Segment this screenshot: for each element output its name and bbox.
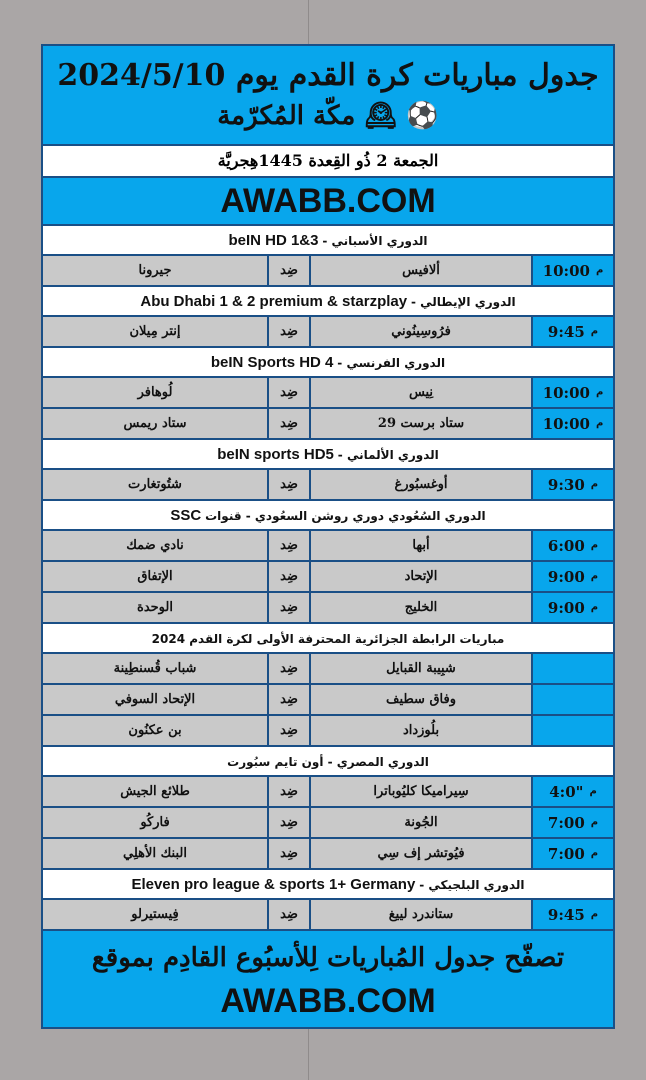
match-time: 9:45 [547,322,585,341]
match-row [43,562,613,593]
match-row [43,317,613,348]
match-time-cell [531,317,613,346]
league-name: الدوري السُعُودي دوري روشن السعُودي - قنوات [205,509,486,523]
versus-label: ضِد [267,839,309,868]
match-time-cell [531,716,613,745]
pm-label: م [590,540,599,551]
tv-channel: Abu Dhabi 1 & 2 premium & starzplay [140,293,408,310]
away-team: طلائع الجيش [120,784,190,799]
match-sections [43,226,613,931]
versus-label: ضِد [267,531,309,560]
pm-label: م [595,265,604,276]
league-header [43,747,613,777]
footer-banner [43,931,613,1027]
match-time-cell [531,808,613,837]
versus-label: ضِد [267,593,309,622]
match-time: 9:00 [547,567,585,586]
pm-label: م [590,848,599,859]
pm-label: م [590,479,599,490]
away-team: شتُوتغارت [128,477,182,492]
away-team: شباب قُسنطِينة [113,661,197,676]
tv-channel: SSC [170,507,202,524]
match-row [43,716,613,747]
match-row [43,531,613,562]
home-team: بلُوزداد [309,716,531,745]
hijri-date: الجمعة 2 ذُو القِعدة 1445هِجريَّة [43,146,613,178]
versus-label: ضِد [267,562,309,591]
league-header [43,440,613,470]
versus-label: ضِد [267,654,309,683]
league-header [43,501,613,531]
versus-label: ضِد [267,685,309,714]
match-time-cell [531,839,613,868]
league-name: الدوري الألماني - [337,448,439,462]
match-row [43,256,613,287]
versus-label: ضِد [267,378,309,407]
versus-label: ضِد [267,777,309,806]
away-team: فاركُو [140,815,170,830]
league-name: الدوري الإيطالي - [410,295,516,309]
league-name: الدوري الأسباني - [322,234,428,248]
league-header [43,624,613,654]
title-banner [43,46,613,146]
match-row [43,808,613,839]
match-time-cell [531,531,613,560]
pm-label: م [590,571,599,582]
league-name: مباريات الرابطة الجزائرية المحترفة الأولى لكرة القدم 2024 [151,632,505,646]
match-time-cell [531,900,613,929]
match-row [43,839,613,870]
page-subtitle-location: ⚽ 🕰 مكّة المُكرّمة [217,101,439,131]
home-team: الخليج [309,593,531,622]
match-time: 6:00 [547,536,585,555]
home-team: أبها [309,531,531,560]
match-row [43,777,613,808]
league-header [43,870,613,900]
home-team: الإتحاد [309,562,531,591]
away-team: فِيستيرلو [131,907,179,922]
footer-text: تصفّح جدول المُباريات لِلأسبُوع القادِم بموقع [91,943,565,973]
versus-label: ضِد [267,808,309,837]
match-row [43,685,613,716]
match-time: 7:00 [547,844,585,863]
home-team: أوغسبُورغ [309,470,531,499]
pm-label: م [589,786,597,797]
versus-label: ضِد [267,470,309,499]
match-time: 7:00 [547,813,585,832]
league-header [43,226,613,256]
tv-channel: Eleven pro league & sports 1+ Germany [131,876,416,893]
site-banner [43,178,613,226]
home-team: ألافيس [309,256,531,285]
league-name: الدوري البلجيكي - [419,878,525,892]
match-time: 10:00 [542,261,590,280]
match-time: 9:30 [547,475,585,494]
pm-label: م [590,817,599,828]
match-time: 9:00 [547,598,585,617]
league-name: الدوري المصري - أون تايم سبُورت [227,755,429,769]
match-time: 10:00 [542,383,590,402]
home-team: شبِيبة القبايل [309,654,531,683]
match-row [43,593,613,624]
home-team: نِيس [309,378,531,407]
home-team: فيُوتشر إف سِي [309,839,531,868]
away-team: نادي ضمك [126,538,184,553]
away-team: البنك الأهلِي [123,846,187,861]
versus-label: ضِد [267,317,309,346]
match-row [43,470,613,501]
away-team: بن عكنُون [128,723,182,738]
match-time-cell [531,777,613,806]
pm-label: م [590,909,599,920]
away-team: الإتفاق [137,569,173,584]
match-row [43,654,613,685]
tv-channel: beIN Sports HD 4 [210,354,334,371]
schedule-sheet [41,44,615,1029]
match-row [43,409,613,440]
versus-label: ضِد [267,900,309,929]
pm-label: م [590,326,599,337]
match-row [43,900,613,931]
pm-label: م [595,387,604,398]
away-team: جيرونا [138,263,172,278]
away-team: الوحدة [137,600,173,615]
league-header [43,348,613,378]
pm-label: م [595,418,604,429]
match-time: 10:00 [542,414,590,433]
away-team: إنتر مِيلان [129,324,181,339]
league-name: الدوري الفرنسي - [337,356,446,370]
home-team: فرُوسِينُوني [309,317,531,346]
match-time-cell [531,685,613,714]
home-team: ستاندرد لييغ [309,900,531,929]
match-time-cell [531,654,613,683]
match-row [43,378,613,409]
home-team: الجُونة [309,808,531,837]
match-time: 9:45 [547,905,585,924]
league-header [43,287,613,317]
page-title: جدول مباريات كرة القدم يوم 2024/5/10 [57,58,599,93]
site-name: AWABB.COM [220,182,436,220]
match-time-cell [531,593,613,622]
match-time-cell [531,409,613,438]
match-time: 4:0" [549,782,584,801]
versus-label: ضِد [267,256,309,285]
home-team: سِيراميكا كليُوباترا [309,777,531,806]
versus-label: ضِد [267,409,309,438]
tv-channel: beIN HD 1&3 [228,232,319,249]
match-time-cell [531,378,613,407]
match-time-cell [531,562,613,591]
footer-site-name: AWABB.COM [220,982,436,1020]
away-team: الإتحاد السوفي [114,692,196,707]
away-team: ستاد ريمس [123,416,187,431]
home-team: وفاق سطيف [309,685,531,714]
home-team: ستاد برست 29 [309,409,531,438]
pm-label: م [590,602,599,613]
versus-label: ضِد [267,716,309,745]
away-team: لُوهافر [137,385,173,400]
match-time-cell [531,470,613,499]
match-time-cell [531,256,613,285]
tv-channel: beIN sports HD5 [217,446,334,463]
